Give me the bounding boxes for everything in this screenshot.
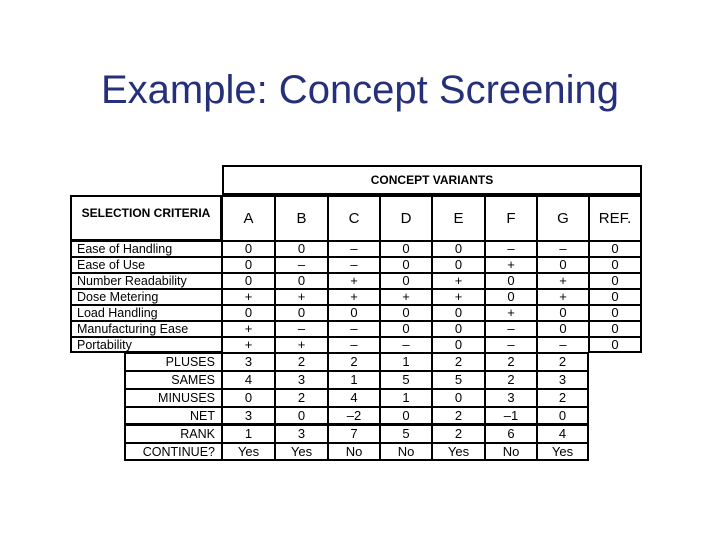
criterion-label: Number Readability: [70, 273, 222, 289]
summary-value: 1: [222, 425, 275, 443]
summary-value: 5: [380, 371, 432, 389]
criterion-value: +: [275, 289, 328, 305]
column-header: G: [537, 195, 589, 241]
criterion-value: –: [328, 241, 380, 257]
criterion-value: 0: [589, 273, 642, 289]
summary-label: CONTINUE?: [124, 443, 222, 461]
criterion-label: Ease of Use: [70, 257, 222, 273]
summary-value: 2: [537, 389, 589, 407]
summary-value: 4: [222, 371, 275, 389]
criterion-value: –: [275, 257, 328, 273]
criterion-value: +: [328, 273, 380, 289]
criterion-value: 0: [432, 337, 485, 353]
summary-value: No: [328, 443, 380, 461]
summary-value: 0: [222, 389, 275, 407]
summary-label: NET: [124, 407, 222, 425]
summary-value: –2: [328, 407, 380, 425]
criterion-value: 0: [589, 289, 642, 305]
criterion-value: +: [328, 289, 380, 305]
criterion-value: 0: [222, 241, 275, 257]
summary-value: 2: [275, 389, 328, 407]
criterion-label: Load Handling: [70, 305, 222, 321]
summary-label: PLUSES: [124, 353, 222, 371]
criterion-value: –: [380, 337, 432, 353]
criterion-value: 0: [589, 337, 642, 353]
summary-label: RANK: [124, 425, 222, 443]
summary-value: Yes: [432, 443, 485, 461]
criterion-value: 0: [222, 273, 275, 289]
criterion-value: 0: [222, 305, 275, 321]
summary-value: 2: [485, 371, 537, 389]
summary-value: 0: [275, 407, 328, 425]
slide-title: Example: Concept Screening: [100, 68, 620, 112]
criterion-value: 0: [485, 273, 537, 289]
criterion-value: 0: [222, 257, 275, 273]
criterion-value: 0: [432, 321, 485, 337]
summary-value: 2: [275, 353, 328, 371]
criterion-value: +: [537, 289, 589, 305]
criterion-value: +: [222, 289, 275, 305]
column-header: REF.: [589, 195, 642, 241]
criterion-value: –: [328, 321, 380, 337]
summary-value: 4: [328, 389, 380, 407]
criterion-value: 0: [380, 257, 432, 273]
criterion-value: +: [222, 337, 275, 353]
column-header: D: [380, 195, 432, 241]
criterion-value: 0: [589, 305, 642, 321]
criterion-value: –: [328, 257, 380, 273]
criterion-value: 0: [537, 257, 589, 273]
summary-value: 2: [432, 425, 485, 443]
criterion-value: 0: [432, 241, 485, 257]
summary-value: 2: [537, 353, 589, 371]
criterion-value: 0: [537, 321, 589, 337]
criterion-value: 0: [589, 321, 642, 337]
summary-value: 3: [222, 353, 275, 371]
criterion-value: –: [275, 321, 328, 337]
criterion-value: 0: [589, 241, 642, 257]
summary-value: 1: [380, 389, 432, 407]
column-header: B: [275, 195, 328, 241]
criterion-value: +: [275, 337, 328, 353]
criterion-value: –: [537, 337, 589, 353]
column-header: A: [222, 195, 275, 241]
criterion-value: 0: [328, 305, 380, 321]
criterion-value: +: [380, 289, 432, 305]
criterion-label: Manufacturing Ease: [70, 321, 222, 337]
summary-value: 0: [380, 407, 432, 425]
criterion-value: 0: [380, 305, 432, 321]
concept-screening-table: [68, 163, 644, 465]
summary-value: 1: [328, 371, 380, 389]
summary-value: 3: [485, 389, 537, 407]
criterion-value: 0: [432, 305, 485, 321]
criterion-value: –: [485, 241, 537, 257]
summary-value: No: [380, 443, 432, 461]
criterion-value: 0: [589, 257, 642, 273]
criterion-value: –: [328, 337, 380, 353]
criterion-value: 0: [380, 241, 432, 257]
summary-value: Yes: [222, 443, 275, 461]
criterion-value: 0: [380, 321, 432, 337]
criterion-value: +: [485, 305, 537, 321]
criterion-value: 0: [275, 273, 328, 289]
criterion-value: 0: [275, 241, 328, 257]
column-header: C: [328, 195, 380, 241]
summary-value: 7: [328, 425, 380, 443]
summary-value: 5: [380, 425, 432, 443]
summary-value: 3: [275, 371, 328, 389]
selection-criteria-header: SELECTION CRITERIA: [70, 195, 222, 241]
criterion-value: +: [432, 273, 485, 289]
criterion-label: Ease of Handling: [70, 241, 222, 257]
criterion-value: 0: [537, 305, 589, 321]
summary-value: 3: [275, 425, 328, 443]
summary-value: –1: [485, 407, 537, 425]
summary-value: 2: [432, 407, 485, 425]
summary-value: 1: [380, 353, 432, 371]
criterion-value: +: [537, 273, 589, 289]
criterion-value: –: [537, 241, 589, 257]
summary-value: 3: [537, 371, 589, 389]
summary-value: 6: [485, 425, 537, 443]
summary-label: MINUSES: [124, 389, 222, 407]
summary-value: 2: [432, 353, 485, 371]
criterion-label: Dose Metering: [70, 289, 222, 305]
criterion-value: –: [485, 337, 537, 353]
summary-label: SAMES: [124, 371, 222, 389]
criterion-value: 0: [432, 257, 485, 273]
summary-value: 0: [537, 407, 589, 425]
concept-variants-header: CONCEPT VARIANTS: [222, 165, 642, 195]
summary-value: 3: [222, 407, 275, 425]
summary-value: 4: [537, 425, 589, 443]
criterion-value: +: [485, 257, 537, 273]
summary-value: 5: [432, 371, 485, 389]
criterion-value: 0: [275, 305, 328, 321]
criterion-value: 0: [485, 289, 537, 305]
summary-value: 2: [485, 353, 537, 371]
criterion-value: +: [222, 321, 275, 337]
criterion-value: +: [432, 289, 485, 305]
summary-value: No: [485, 443, 537, 461]
criterion-label: Portability: [70, 337, 222, 353]
column-header: E: [432, 195, 485, 241]
summary-value: Yes: [275, 443, 328, 461]
criterion-value: –: [485, 321, 537, 337]
summary-value: 0: [432, 389, 485, 407]
column-header: F: [485, 195, 537, 241]
criterion-value: 0: [380, 273, 432, 289]
summary-value: Yes: [537, 443, 589, 461]
summary-value: 2: [328, 353, 380, 371]
